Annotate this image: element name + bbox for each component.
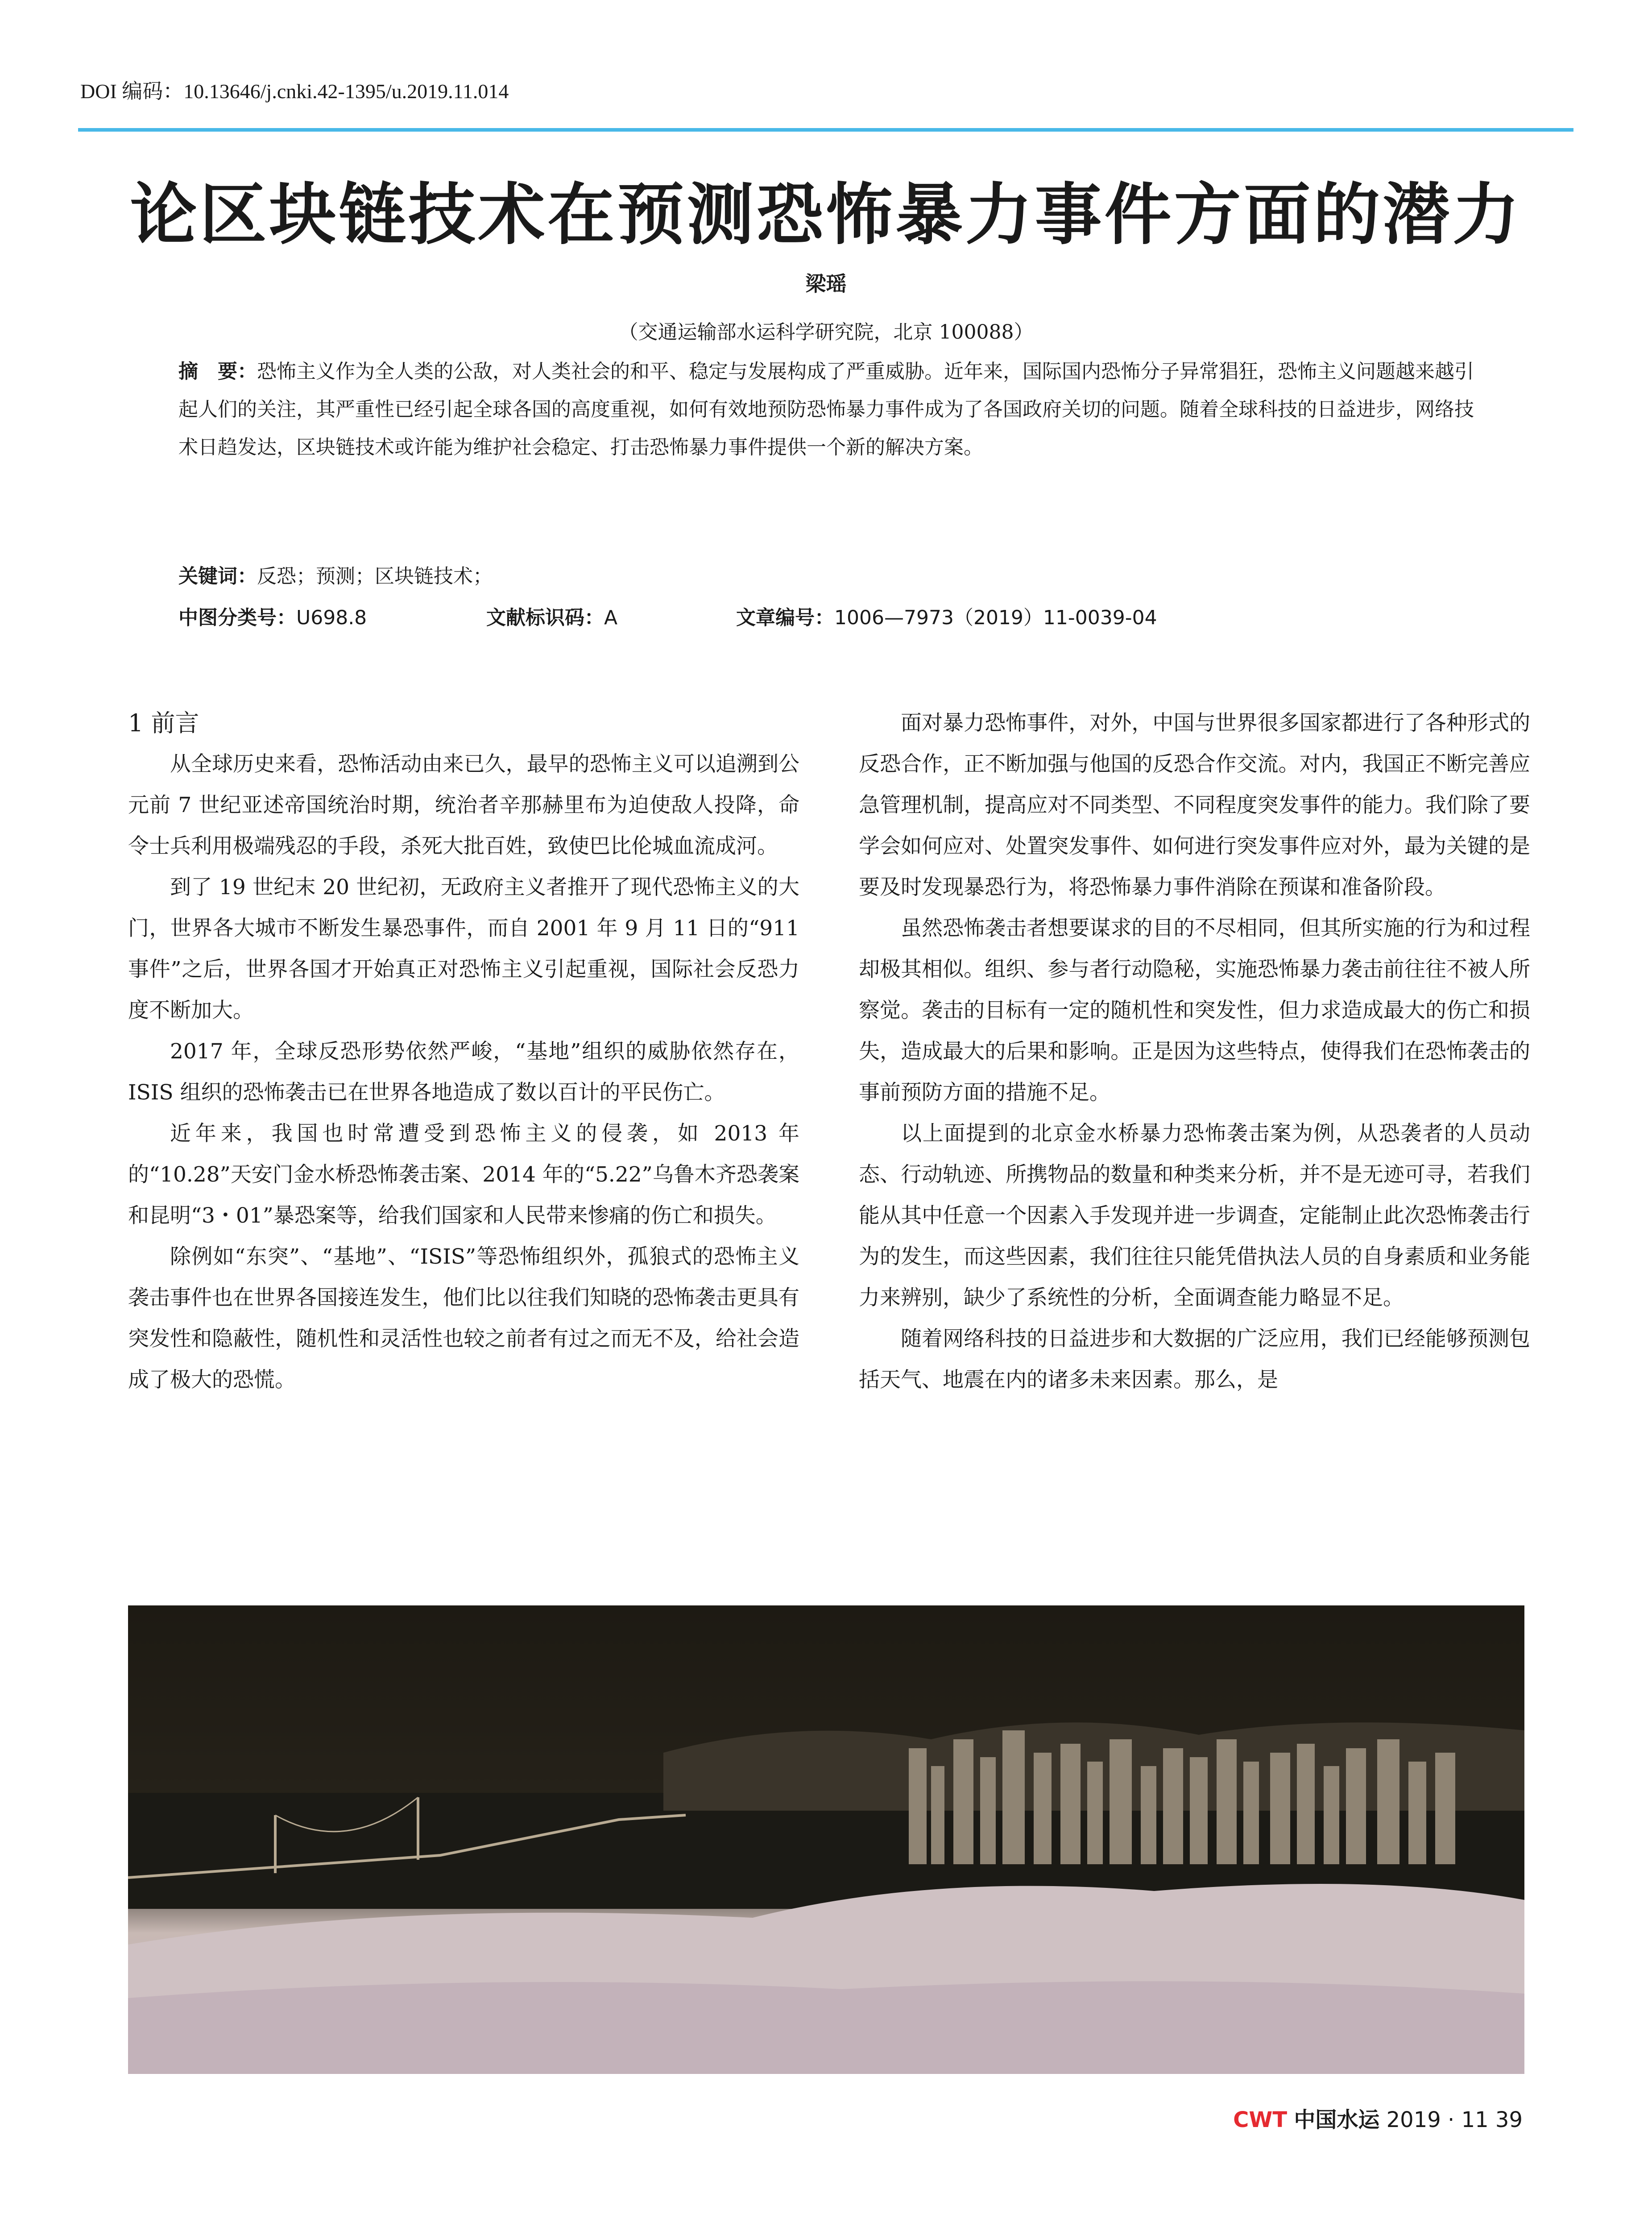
right-column — [859, 703, 1530, 1401]
article-number — [736, 601, 1157, 630]
cityscape-illustration — [128, 1605, 1524, 2074]
footer-brand: 中国水运 — [1294, 2107, 1380, 2132]
doi-line: DOI 编码：10.13646/j.cnki.42-1395/u.2019.11.014 — [80, 80, 509, 103]
paragraph: 近年来，我国也时常遭受到恐怖主义的侵袭，如 2013 年的“10.28”天安门金水桥恐怖袭击案、2014 年的“5.22”乌鲁木齐恐袭案和昆明“3・01”暴恐案等，给我们国家和人民带来惨痛的伤亡和损失。 — [128, 1121, 799, 1228]
article-title: 论区块链技术在预测恐怖暴力事件方面的潜力 — [130, 175, 1522, 254]
abstract-text: 恐怖主义作为全人类的公敌，对人类社会的和平、稳定与发展构成了严重威胁。近年来，国际国内恐怖分子异常猖狂，恐怖主义问题越来越引起人们的关注，其严重性已经引起全球各国的高度重视，如何有效地预防恐怖暴力事件成为了各国政府关切的问题。随着全球科技的日益进步，网络技术日趋发达，区块链技术或许能为维护社会稳定、打击恐怖暴力事件提供一个新的解决方案。 — [178, 360, 1474, 459]
paragraph: 随着网络科技的日益进步和大数据的广泛应用，我们已经能够预测包括天气、地震在内的诸多未来因素。那么，是 — [859, 1327, 1530, 1392]
paragraph: 除例如“东突”、“基地”、“ISIS”等恐怖组织外，孤狼式的恐怖主义袭击事件也在世界各国接连发生，他们比以往我们知晓的恐怖袭击更具有突发性和隐蔽性，随机性和灵活性也较之前者有过之而无不及，给社会造成了极大的恐慌。 — [128, 1244, 799, 1392]
paragraph: 从全球历史来看，恐怖活动由来已久，最早的恐怖主义可以追溯到公元前 7 世纪亚述帝国统治时期，统治者辛那赫里布为迫使敌人投降，命令士兵利用极端残忍的手段，杀死大批百姓，致使巴比伦城血流成河。 — [128, 752, 799, 858]
paragraph: 到了 19 世纪末 20 世纪初，无政府主义者推开了现代恐怖主义的大门，世界各大城市不断发生暴恐事件，而自 2001 年 9 月 11 日的“911 事件”之后，世界各国才开始真正对恐怖主义引起重视，国际社会反恐力度不断加大。 — [128, 875, 799, 1023]
document-code — [486, 601, 617, 630]
header-rule — [78, 128, 1573, 132]
keywords-label: 关键词： — [178, 565, 257, 588]
page-number: 39 — [1495, 2107, 1523, 2132]
clc-code — [178, 601, 367, 630]
article-value: 1006—7973（2019）11-0039-04 — [834, 606, 1157, 629]
left-column — [128, 703, 799, 1401]
author: 梁瑶 — [805, 272, 847, 296]
abstract-label: 摘 要： — [178, 360, 257, 383]
page-footer — [1233, 2102, 1523, 2133]
abstract — [178, 352, 1486, 466]
paragraph: 面对暴力恐怖事件，对外，中国与世界很多国家都进行了各种形式的反恐合作，正不断加强与他国的反恐合作交流。对内，我国正不断完善应急管理机制，提高应对不同类型、不同程度突发事件的能力。我们除了要学会如何应对、处置突发事件、如何进行突发事件应对外，最为关键的是要及时发现暴恐行为，将恐怖暴力事件消除在预谋和准备阶段。 — [859, 711, 1530, 900]
affiliation: （交通运输部水运科学研究院，北京 100088） — [618, 321, 1034, 344]
section-heading: 1 前言 — [128, 709, 199, 737]
keywords — [178, 560, 493, 589]
footer-issue: 2019 · 11 — [1386, 2107, 1489, 2132]
cityscape-photo — [128, 1605, 1524, 2074]
footer-cwt: CWT — [1233, 2107, 1288, 2132]
paragraph: 虽然恐怖袭击者想要谋求的目的不尽相同，但其所实施的行为和过程却极其相似。组织、参与者行动隐秘，实施恐怖暴力袭击前往往不被人所察觉。袭击的目标有一定的随机性和突发性，但力求造成最大的伤亡和损失，造成最大的后果和影响。正是因为这些特点，使得我们在恐怖袭击的事前预防方面的措施不足。 — [859, 916, 1530, 1105]
article-label: 文章编号： — [736, 606, 834, 629]
doc-label: 文献标识码： — [486, 606, 604, 629]
paragraph: 2017 年，全球反恐形势依然严峻，“基地”组织的威胁依然存在，ISIS 组织的恐怖袭击已在世界各地造成了数以百计的平民伤亡。 — [128, 1039, 799, 1105]
keywords-text: 反恐；预测；区块链技术； — [257, 565, 493, 588]
clc-value: U698.8 — [296, 606, 367, 629]
clc-label: 中图分类号： — [178, 606, 296, 629]
doc-value: A — [604, 606, 618, 629]
paragraph: 以上面提到的北京金水桥暴力恐怖袭击案为例，从恐袭者的人员动态、行动轨迹、所携物品的数量和种类来分析，并不是无迹可寻，若我们能从其中任意一个因素入手发现并进一步调查，定能制止此次恐怖袭击行为的发生，而这些因素，我们往往只能凭借执法人员的自身素质和业务能力来辨别，缺少了系统性的分析，全面调查能力略显不足。 — [859, 1121, 1530, 1310]
